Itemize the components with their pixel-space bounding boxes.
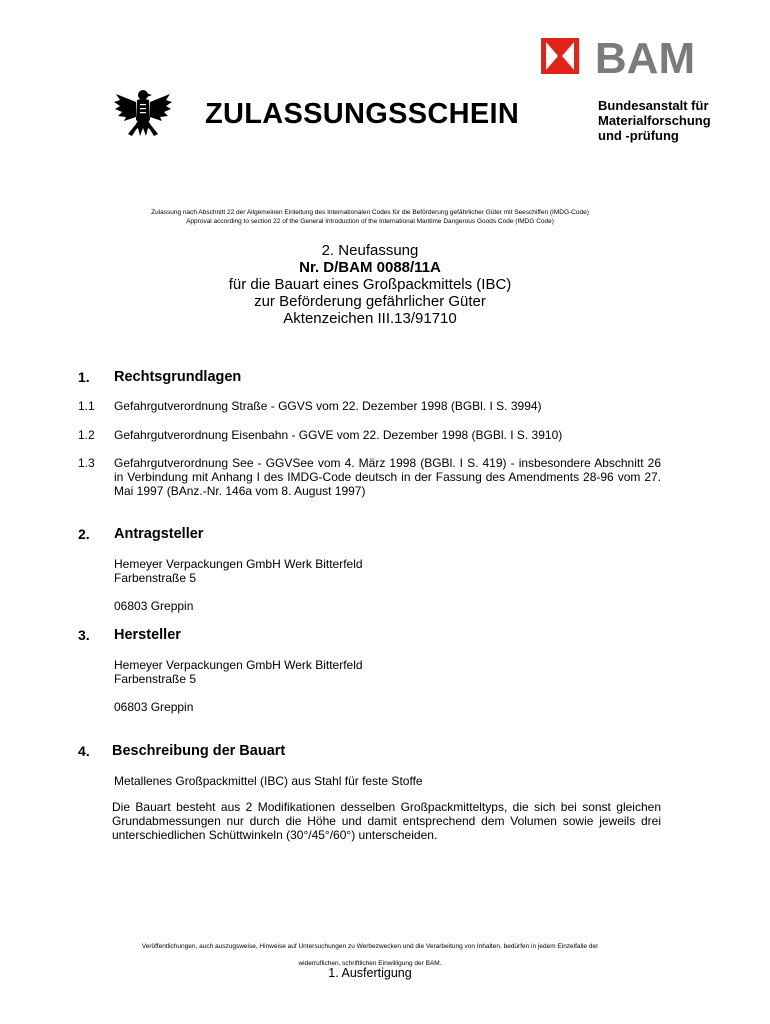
edition: 2. Neufassung — [321, 242, 419, 259]
approval-number: Nr. D/BAM 0088/11A — [299, 259, 441, 276]
subsection-text: Gefahrgutverordnung See - GGVSee vom 4. März 1998 (BGBl. I S. 419) - insbesondere Abschnitt 26 in Verbindung mit Anhang I des IMDG-Code deutsch in der Fassung des Amendments 28-96 vom 27. Mai 1997 (BAnz.-Nr. 146a vom 8. August 1997) — [114, 456, 661, 498]
intro-line-en: Approval according to section 22 of the General Introduction of the International Maritime Dangerous Goods Code (IMDG Code) — [186, 218, 554, 225]
bam-logo — [541, 38, 711, 76]
approval-heading — [0, 242, 740, 327]
subsection-text: Gefahrgutverordnung Eisenbahn - GGVE vom 22. Dezember 1998 (BGBl. I S. 3910) — [114, 428, 563, 442]
institution-line: Materialforschung — [598, 113, 711, 128]
city: 06803 Greppin — [114, 599, 194, 613]
section-number: 3. — [78, 627, 90, 643]
company-name: Hemeyer Verpackungen GmbH Werk Bitterfeld — [114, 658, 363, 672]
section-number: 1. — [78, 369, 90, 385]
intro-line-de: Zulassung nach Abschnitt 22 der Allgemeinen Einleitung des Internationalen Codes für die Beförderung gefährlicher Güter mit Seeschiffen (IMDG-Code) — [151, 209, 589, 216]
section-title: Beschreibung der Bauart — [112, 743, 286, 759]
file-reference: Aktenzeichen III.13/91710 — [283, 310, 457, 327]
section-title: Hersteller — [114, 627, 181, 643]
section-title: Antragsteller — [114, 526, 204, 542]
company-name: Hemeyer Verpackungen GmbH Werk Bitterfeld — [114, 557, 363, 571]
street: Farbenstraße 5 — [114, 672, 197, 686]
document-title: ZULASSUNGSSCHEIN — [205, 98, 520, 130]
footer-notice-line: widerruflichen, schriftlichen Einwilligung der BAM. — [298, 960, 442, 967]
institution-name — [598, 98, 711, 143]
institution-line: und -prüfung — [598, 128, 679, 143]
applicant-address — [114, 557, 661, 613]
copy-label: 1. Ausfertigung — [328, 966, 412, 980]
bam-logo-text: BAM — [594, 38, 696, 76]
approval-purpose: zur Beförderung gefährlicher Güter — [254, 293, 486, 310]
subsection-number: 1.2 — [78, 428, 95, 442]
section-number: 4. — [78, 743, 90, 759]
street: Farbenstraße 5 — [114, 571, 197, 585]
section-number: 2. — [78, 526, 90, 542]
approval-subject: für die Bauart eines Großpackmittels (IBC) — [228, 276, 512, 293]
intro-text — [0, 208, 740, 226]
description-paragraph: Die Bauart besteht aus 2 Modifikationen desselben Großpackmitteltyps, die sich bei sonst gleichen Grundabmessungen nur durch die Höhe und damit entsprechend dem Volumen sowie jeweils drei unterschiedlichen Schüttwinkeln (30°/45°/60°) unterscheiden. — [112, 800, 661, 842]
description-paragraph: Metallenes Großpackmittel (IBC) aus Stahl für feste Stoffe — [114, 774, 423, 788]
city: 06803 Greppin — [114, 700, 194, 714]
subsection-text: Gefahrgutverordnung Straße - GGVS vom 22. Dezember 1998 (BGBl. I S. 3994) — [114, 399, 542, 413]
subsection-number: 1.1 — [78, 399, 95, 413]
federal-eagle-emblem — [112, 86, 174, 148]
institution-line: Bundesanstalt für — [598, 98, 709, 113]
section-title: Rechtsgrundlagen — [114, 369, 242, 385]
footer-notice-line: Veröffentlichungen, auch auszugsweise, Hinweise auf Untersuchungen zu Werbezwecken und die Verarbeitung von Inhalten, bedürfen in jedem Einzelfalle der — [141, 943, 599, 950]
subsection-number: 1.3 — [78, 456, 95, 470]
manufacturer-address — [114, 658, 661, 714]
